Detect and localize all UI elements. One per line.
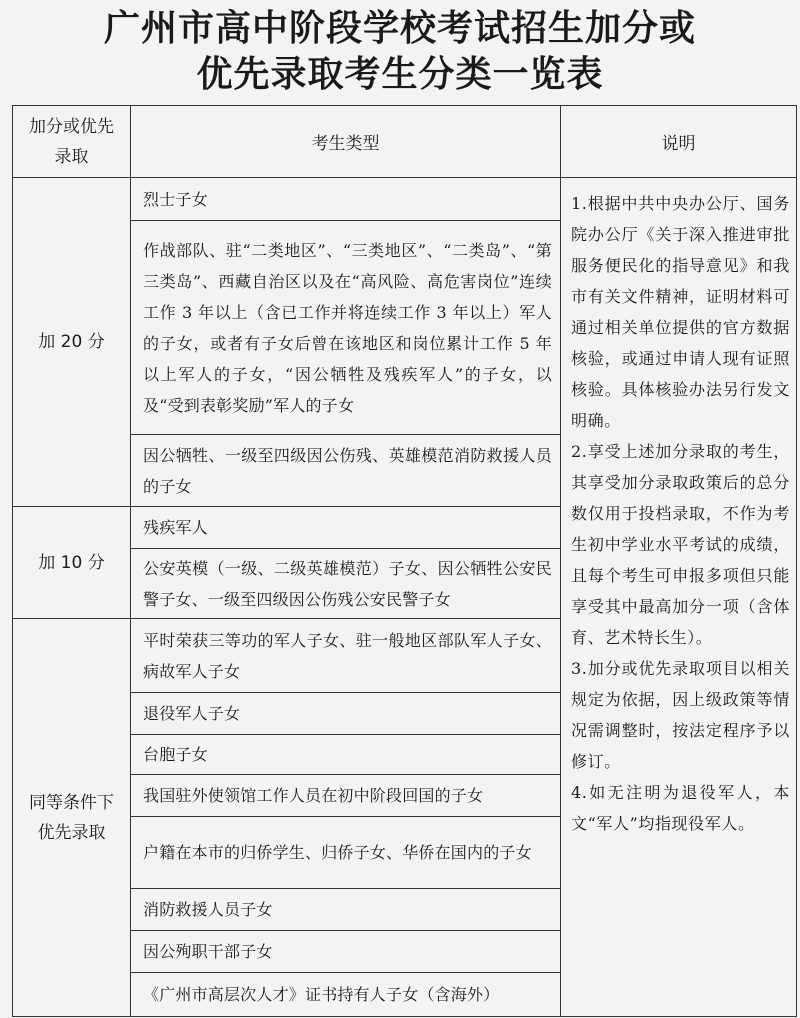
header-candidate-type: 考生类型 [131,106,561,178]
category-plus-10: 加 10 分 [13,507,131,619]
document-title [0,0,800,101]
candidate-type-cell: 残疾军人 [131,507,561,549]
candidate-type-cell: 平时荣获三等功的军人子女、驻一般地区部队军人子女、病故军人子女 [131,619,561,693]
candidate-type-cell: 户籍在本市的归侨学生、归侨子女、华侨在国内的子女 [131,817,561,889]
title-line-1: 广州市高中阶段学校考试招生加分或 [103,8,696,49]
candidate-type-cell: 因公殉职干部子女 [131,931,561,973]
candidate-type-cell: 消防救援人员子女 [131,889,561,931]
candidate-type-cell: 公安英模（一级、二级英雄模范）子女、因公牺牲公安民警子女、一级至四级因公伤残公安民警子女 [131,549,561,619]
candidate-type-cell: 作战部队、驻“二类地区”、“三类地区”、“二类岛”、“第三类岛”、西藏自治区以及在“高风险、高危害岗位”连续工作 3 年以上（含已工作并将连续工作 3 年以上）军人的子女，或者有子女后曾在该地区和岗位累计工作 5 年以上军人的子女，“因公牺牲及残疾军人”的子女，以及“受到表彰奖励”军人的子女 [131,221,561,435]
candidate-type-cell: 我国驻外使领馆工作人员在初中阶段回国的子女 [131,775,561,817]
candidate-type-cell: 因公牺牲、一级至四级因公伤残、英雄模范消防救援人员的子女 [131,435,561,507]
note-3: 3.加分或优先录取项目以相关规定为依据，因上级政策等情况需调整时，按法定程序予以修订。 [571,659,790,771]
candidate-type-cell: 退役军人子女 [131,693,561,735]
category-plus-20: 加 20 分 [13,178,131,507]
note-4: 4.如无注明为退役军人，本文“军人”均指现役军人。 [571,783,790,833]
category-priority-admission: 同等条件下 优先录取 [13,619,131,1017]
note-1: 1.根据中共中央办公厅、国务院办公厅《关于深入推进审批服务便民化的指导意见》和我市有关文件精神，证明材料可通过相关单位提供的官方数据核验，或通过申请人现有证照核验。具体核验办法另行发文明确。 [571,194,790,430]
table-header-row [13,106,797,178]
header-bonus-type: 加分或优先 录取 [13,106,131,178]
classification-table [12,105,797,1017]
notes-cell [561,178,797,1017]
header-notes: 说明 [561,106,797,178]
title-line-2: 优先录取考生分类一览表 [196,54,604,95]
note-2: 2.享受上述加分录取的考生，其享受加分录取政策后的总分数仅用于投档录取，不作为考生初中学业水平考试的成绩，且每个考生可申报多项但只能享受其中最高加分一项（含体育、艺术特长生）。 [571,442,790,647]
candidate-type-cell: 烈士子女 [131,178,561,221]
candidate-type-cell: 台胞子女 [131,735,561,775]
candidate-type-cell: 《广州市高层次人才》证书持有人子女（含海外） [131,973,561,1017]
table-row [13,178,797,221]
